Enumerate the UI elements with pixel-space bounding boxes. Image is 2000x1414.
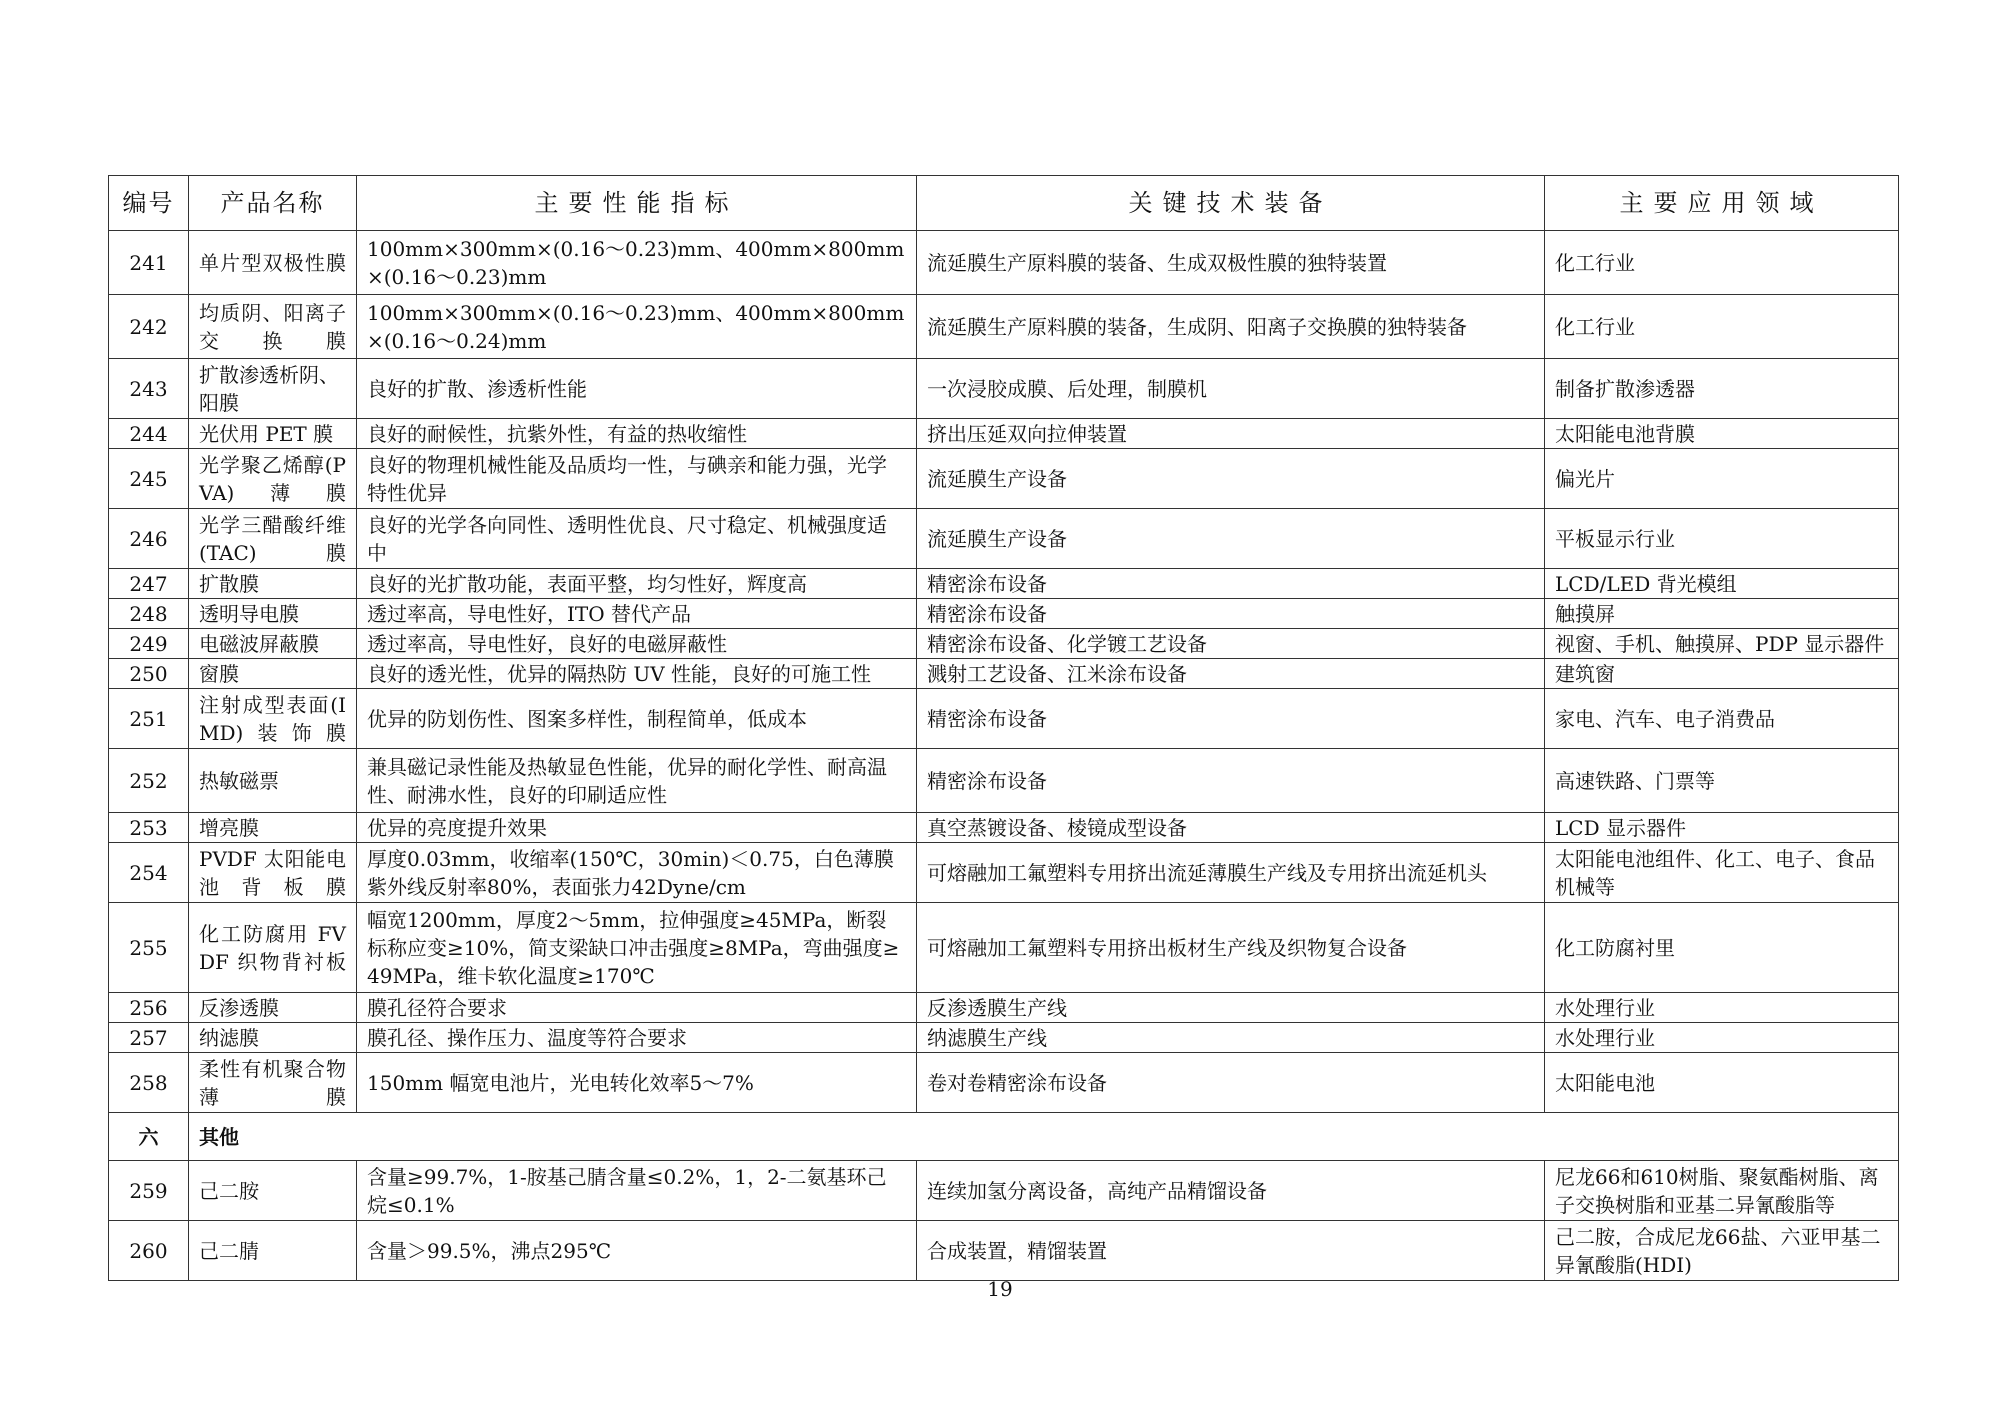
application-field: 制备扩散渗透器 (1545, 359, 1899, 419)
performance-spec: 100mm×300mm×(0.16～0.23)mm、400mm×800mm×(0.16～0.24)mm (357, 295, 917, 359)
performance-spec: 兼具磁记录性能及热敏显色性能，优异的耐化学性、耐高温性、耐沸水性，良好的印刷适应性 (357, 749, 917, 813)
header-number: 编号 (109, 176, 189, 231)
key-equipment: 卷对卷精密涂布设备 (917, 1053, 1545, 1113)
key-equipment: 合成装置，精馏装置 (917, 1221, 1545, 1281)
performance-spec: 透过率高，导电性好，良好的电磁屏蔽性 (357, 629, 917, 659)
product-name: PVDF 太阳能电池背板膜 (189, 843, 357, 903)
key-equipment: 精密涂布设备 (917, 689, 1545, 749)
row-number: 241 (109, 231, 189, 295)
table-row (109, 231, 1899, 295)
key-equipment: 流延膜生产原料膜的装备，生成阴、阳离子交换膜的独特装备 (917, 295, 1545, 359)
key-equipment: 挤出压延双向拉伸装置 (917, 419, 1545, 449)
performance-spec: 透过率高，导电性好，ITO 替代产品 (357, 599, 917, 629)
performance-spec: 膜孔径符合要求 (357, 993, 917, 1023)
row-number: 242 (109, 295, 189, 359)
table-row (109, 903, 1899, 993)
performance-spec: 含量≥99.7%，1-胺基己腈含量≤0.2%，1，2-二氨基环己烷≤0.1% (357, 1161, 917, 1221)
table-row (109, 1221, 1899, 1281)
row-number: 248 (109, 599, 189, 629)
header-row (109, 176, 1899, 231)
table-row (109, 599, 1899, 629)
product-name: 纳滤膜 (189, 1023, 357, 1053)
performance-spec: 厚度0.03mm，收缩率(150℃，30min)＜0.75，白色薄膜紫外线反射率80%，表面张力42Dyne/cm (357, 843, 917, 903)
product-name: 透明导电膜 (189, 599, 357, 629)
section-number: 六 (109, 1113, 189, 1161)
key-equipment: 流延膜生产设备 (917, 449, 1545, 509)
row-number: 243 (109, 359, 189, 419)
table-body (109, 231, 1899, 1113)
row-number: 254 (109, 843, 189, 903)
table-row (109, 569, 1899, 599)
key-equipment: 精密涂布设备 (917, 599, 1545, 629)
table-row (109, 419, 1899, 449)
key-equipment: 连续加氢分离设备，高纯产品精馏设备 (917, 1161, 1545, 1221)
product-name: 光学三醋酸纤维(TAC)膜 (189, 509, 357, 569)
table-row (109, 295, 1899, 359)
product-name: 光学聚乙烯醇(PVA)薄膜 (189, 449, 357, 509)
key-equipment: 精密涂布设备 (917, 749, 1545, 813)
row-number: 244 (109, 419, 189, 449)
row-number: 245 (109, 449, 189, 509)
application-field: 化工行业 (1545, 231, 1899, 295)
table-row (109, 1053, 1899, 1113)
table-row (109, 749, 1899, 813)
application-field: LCD 显示器件 (1545, 813, 1899, 843)
section-title: 其他 (189, 1113, 1899, 1161)
application-field: 己二胺，合成尼龙66盐、六亚甲基二异氰酸脂(HDI) (1545, 1221, 1899, 1281)
row-number: 253 (109, 813, 189, 843)
key-equipment: 精密涂布设备、化学镀工艺设备 (917, 629, 1545, 659)
table-row (109, 449, 1899, 509)
product-name: 均质阴、阳离子交换膜 (189, 295, 357, 359)
performance-spec: 良好的透光性，优异的隔热防 UV 性能，良好的可施工性 (357, 659, 917, 689)
application-field: 偏光片 (1545, 449, 1899, 509)
performance-spec: 优异的防划伤性、图案多样性，制程简单，低成本 (357, 689, 917, 749)
application-field: 水处理行业 (1545, 993, 1899, 1023)
key-equipment: 流延膜生产设备 (917, 509, 1545, 569)
product-name: 光伏用 PET 膜 (189, 419, 357, 449)
product-name: 热敏磁票 (189, 749, 357, 813)
product-name: 柔性有机聚合物薄膜 (189, 1053, 357, 1113)
row-number: 260 (109, 1221, 189, 1281)
row-number: 252 (109, 749, 189, 813)
section-body (109, 1113, 1899, 1161)
table-row (109, 359, 1899, 419)
key-equipment: 反渗透膜生产线 (917, 993, 1545, 1023)
application-field: 建筑窗 (1545, 659, 1899, 689)
section-row (109, 1113, 1899, 1161)
row-number: 249 (109, 629, 189, 659)
performance-spec: 100mm×300mm×(0.16～0.23)mm、400mm×800mm×(0.16～0.23)mm (357, 231, 917, 295)
performance-spec: 150mm 幅宽电池片，光电转化效率5～7% (357, 1053, 917, 1113)
performance-spec: 优异的亮度提升效果 (357, 813, 917, 843)
application-field: 化工防腐衬里 (1545, 903, 1899, 993)
performance-spec: 膜孔径、操作压力、温度等符合要求 (357, 1023, 917, 1053)
application-field: 尼龙66和610树脂、聚氨酯树脂、离子交换树脂和亚基二异氰酸脂等 (1545, 1161, 1899, 1221)
row-number: 258 (109, 1053, 189, 1113)
key-equipment: 真空蒸镀设备、棱镜成型设备 (917, 813, 1545, 843)
product-name: 窗膜 (189, 659, 357, 689)
application-field: 平板显示行业 (1545, 509, 1899, 569)
application-field: 太阳能电池 (1545, 1053, 1899, 1113)
application-field: 水处理行业 (1545, 1023, 1899, 1053)
product-name: 电磁波屏蔽膜 (189, 629, 357, 659)
key-equipment: 流延膜生产原料膜的装备、生成双极性膜的独特装置 (917, 231, 1545, 295)
performance-spec: 含量＞99.5%，沸点295℃ (357, 1221, 917, 1281)
application-field: 高速铁路、门票等 (1545, 749, 1899, 813)
application-field: 太阳能电池组件、化工、电子、食品机械等 (1545, 843, 1899, 903)
product-name: 单片型双极性膜 (189, 231, 357, 295)
key-equipment: 可熔融加工氟塑料专用挤出板材生产线及织物复合设备 (917, 903, 1545, 993)
performance-spec: 良好的物理机械性能及品质均一性，与碘亲和能力强，光学特性优异 (357, 449, 917, 509)
row-number: 259 (109, 1161, 189, 1221)
application-field: LCD/LED 背光模组 (1545, 569, 1899, 599)
page-number: 19 (987, 1277, 1013, 1301)
row-number: 246 (109, 509, 189, 569)
application-field: 太阳能电池背膜 (1545, 419, 1899, 449)
performance-spec: 良好的光学各向同性、透明性优良、尺寸稳定、机械强度适中 (357, 509, 917, 569)
application-field: 化工行业 (1545, 295, 1899, 359)
table-row (109, 813, 1899, 843)
key-equipment: 一次浸胶成膜、后处理，制膜机 (917, 359, 1545, 419)
table-row (109, 843, 1899, 903)
row-number: 257 (109, 1023, 189, 1053)
product-name: 己二腈 (189, 1221, 357, 1281)
header-application: 主要应用领域 (1545, 176, 1899, 231)
table-row (109, 629, 1899, 659)
product-name: 己二胺 (189, 1161, 357, 1221)
key-equipment: 纳滤膜生产线 (917, 1023, 1545, 1053)
table-row (109, 993, 1899, 1023)
key-equipment: 溅射工艺设备、江米涂布设备 (917, 659, 1545, 689)
header-performance: 主要性能指标 (357, 176, 917, 231)
table-body-other (109, 1161, 1899, 1281)
table-row (109, 509, 1899, 569)
product-name: 增亮膜 (189, 813, 357, 843)
product-table (108, 175, 1899, 1281)
table-row (109, 689, 1899, 749)
table-row (109, 1023, 1899, 1053)
row-number: 247 (109, 569, 189, 599)
product-name: 扩散膜 (189, 569, 357, 599)
performance-spec: 良好的光扩散功能，表面平整，均匀性好，辉度高 (357, 569, 917, 599)
product-name: 注射成型表面(IMD)装饰膜 (189, 689, 357, 749)
application-field: 家电、汽车、电子消费品 (1545, 689, 1899, 749)
header-equipment: 关键技术装备 (917, 176, 1545, 231)
performance-spec: 良好的扩散、渗透析性能 (357, 359, 917, 419)
row-number: 256 (109, 993, 189, 1023)
table-row (109, 1161, 1899, 1221)
key-equipment: 可熔融加工氟塑料专用挤出流延薄膜生产线及专用挤出流延机头 (917, 843, 1545, 903)
product-name: 反渗透膜 (189, 993, 357, 1023)
key-equipment: 精密涂布设备 (917, 569, 1545, 599)
row-number: 250 (109, 659, 189, 689)
product-name: 扩散渗透析阴、阳膜 (189, 359, 357, 419)
application-field: 视窗、手机、触摸屏、PDP 显示器件 (1545, 629, 1899, 659)
product-name: 化工防腐用 FVDF 织物背衬板 (189, 903, 357, 993)
application-field: 触摸屏 (1545, 599, 1899, 629)
row-number: 251 (109, 689, 189, 749)
table-row (109, 659, 1899, 689)
performance-spec: 良好的耐候性，抗紫外性，有益的热收缩性 (357, 419, 917, 449)
header-product-name: 产品名称 (189, 176, 357, 231)
row-number: 255 (109, 903, 189, 993)
performance-spec: 幅宽1200mm，厚度2～5mm，拉伸强度≥45MPa，断裂标称应变≥10%，简支梁缺口冲击强度≥8MPa，弯曲强度≥49MPa，维卡软化温度≥170℃ (357, 903, 917, 993)
